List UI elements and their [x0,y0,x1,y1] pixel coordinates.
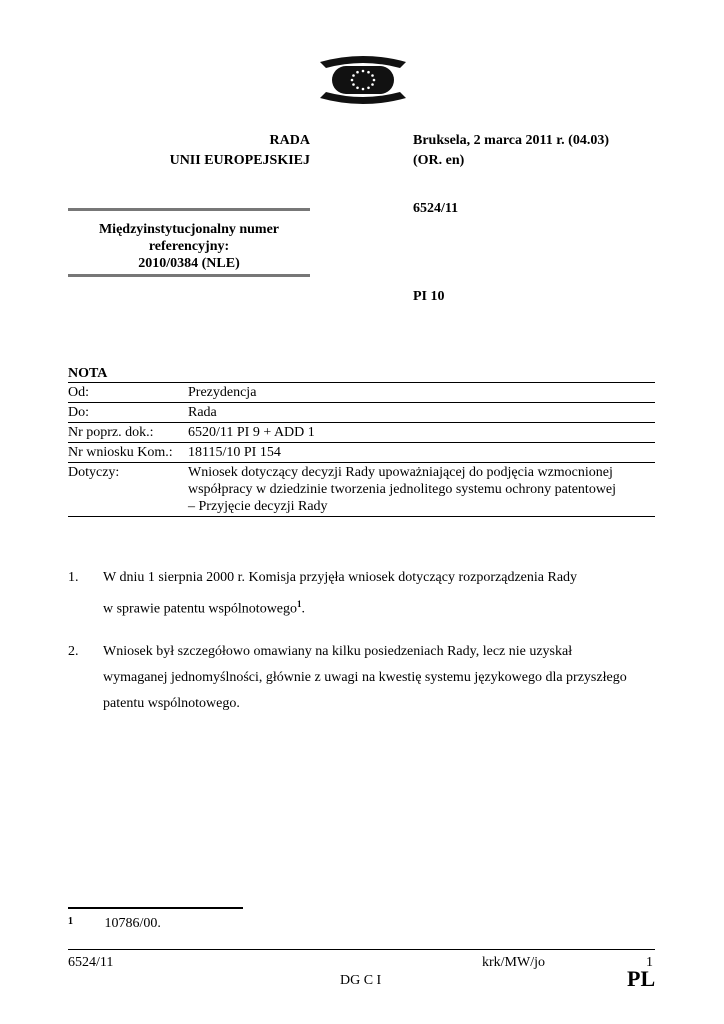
paragraph-number: 2. [68,644,79,659]
paragraph-line: Wniosek był szczegółowo omawiany na kilku posiedzeniach Rady, lecz nie uzyskał [103,644,573,659]
row-value: Rada [188,405,217,420]
row-value: 18115/10 PI 154 [188,445,281,460]
table-row-subject [68,463,655,517]
subject-label: Dotyczy: [68,465,120,480]
paragraph-line: patentu wspólnotowego. [103,696,240,711]
paragraph-line: wymaganej jednomyślności, głównie z uwagi na kwestię systemu językowego dla przyszłego [103,670,627,685]
footnote-separator [68,907,243,909]
ref-label-line1: Międzyinstytucjonalny numer [98,222,280,237]
paragraph-text: w sprawie patentu wspólnotowego [103,601,298,617]
footnote-number: 1 [68,916,73,927]
ref-value: 2010/0384 (NLE) [138,256,240,271]
place-date: Bruksela, 2 marca 2011 r. (04.03) [413,133,609,148]
star-icon [362,88,365,91]
star-icon [371,74,374,77]
subject-line3: – Przyjęcie decyzji Rady [188,499,328,514]
paragraph-line-2 [103,591,658,623]
footnote-reference[interactable]: 1 [297,599,302,609]
star-icon [352,74,355,77]
paragraph-end: . [301,601,306,617]
footnote-text: 10786/00. [104,916,161,931]
table-row [68,403,655,423]
footer-initials: krk/MW/jo [482,955,545,970]
star-icon [356,87,359,90]
row-value: Prezydencja [188,385,257,400]
paragraph-number: 1. [68,570,79,585]
footer-page-number: 1 [646,955,653,970]
table-row [68,423,655,443]
table-row [68,443,655,463]
nota-table [68,382,655,517]
paragraph-line: W dniu 1 sierpnia 2000 r. Komisja przyjęła wniosek dotyczący rozporządzenia Rady [103,570,578,585]
paragraph-2 [68,639,658,717]
ref-label-line2: referencyjny: [148,239,230,254]
pi-code: PI 10 [413,289,445,304]
footer-rule [68,949,655,950]
footnote [68,916,161,932]
footer-doc-number: 6524/11 [68,955,114,970]
place-date-block [413,131,609,171]
interinstitutional-reference-box [68,208,310,277]
star-icon [367,87,370,90]
row-label: Do: [68,405,89,420]
row-label: Od: [68,385,89,400]
document-number: 6524/11 [413,201,459,216]
star-icon [371,83,374,86]
row-label: Nr poprz. dok.: [68,425,154,440]
star-icon [352,83,355,86]
star-icon [351,79,354,82]
subject-line2: współpracy w dziedzinie tworzenia jednolitego systemu ochrony patentowej [188,482,617,497]
star-icon [367,71,370,74]
council-name [170,131,310,171]
nota-title: NOTA [68,366,108,381]
star-icon [362,70,365,73]
star-icon [356,71,359,74]
subject-value [188,463,655,517]
footer-language: PL [627,966,656,991]
footer-dg: DG C I [340,973,382,988]
council-name-line1: RADA [269,133,310,148]
star-icon [373,79,376,82]
council-name-line2: UNII EUROPEJSKIEJ [169,153,310,168]
row-label: Nr wniosku Kom.: [68,445,173,460]
subject-line1: Wniosek dotyczący decyzji Rady upoważniającej do podjęcia wzmocnionej [188,465,613,480]
table-row [68,383,655,403]
eu-council-logo-icon [318,56,408,104]
paragraph-1 [68,565,658,623]
original-language: (OR. en) [413,153,465,168]
row-value: 6520/11 PI 9 + ADD 1 [188,425,315,440]
